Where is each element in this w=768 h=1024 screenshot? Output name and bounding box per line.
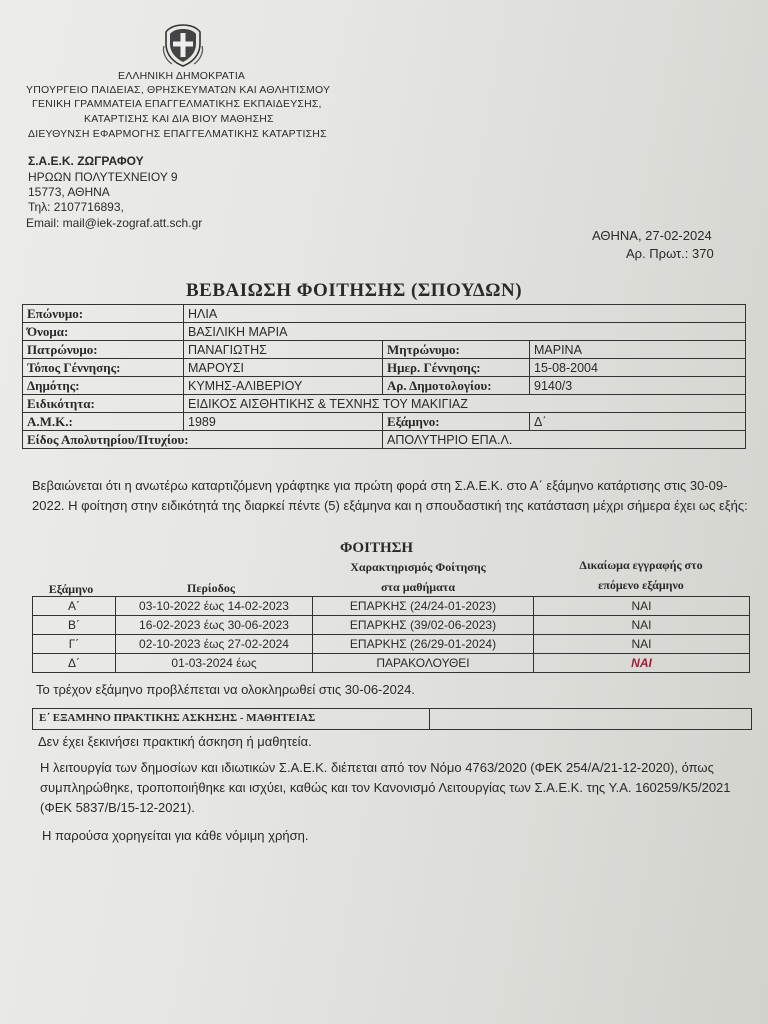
- attendance-table: [32, 596, 750, 673]
- practice-label: Ε΄ ΕΞΑΜΗΝΟ ΠΡΑΚΤΙΚΗΣ ΑΣΚΗΣΗΣ - ΜΑΘΗΤΕΙΑΣ: [39, 712, 316, 724]
- father-label: Πατρώνυμο:: [23, 341, 184, 359]
- col-period: Περίοδος: [187, 581, 235, 595]
- intro-paragraph: Βεβαιώνεται ότι η ανωτέρω καταρτιζόμενη γράφτηκε για πρώτη φορά στη Σ.Α.Ε.Κ. στο Α΄ εξάμηνο κατάρτισης στις 30-09-2022. Η φοίτηση στην ειδικότητά της διαρκεί πέντε (5) εξάμηνα και η σπουδαστική της κατάσταση μέχρι σήμερα έχει ως εξής:: [32, 478, 748, 513]
- school-email: Email: mail@iek-zograf.att.sch.gr: [26, 216, 203, 230]
- header-line-5: ΔΙΕΥΘΥΝΣΗ ΕΦΑΡΜΟΓΗΣ ΕΠΑΓΓΕΛΜΑΤΙΚΗΣ ΚΑΤΑΡΤΙΣΗΣ: [28, 128, 327, 140]
- info-row-amk: [23, 413, 746, 431]
- municipality-value: ΚΥΜΗΣ-ΑΛΙΒΕΡΙΟΥ: [184, 377, 383, 395]
- info-row-diploma: [23, 431, 746, 449]
- practice-note: Δεν έχει ξεκινήσει πρακτική άσκηση ή μαθητεία.: [38, 734, 312, 749]
- info-row-name: [23, 323, 746, 341]
- row-right: ΝΑΙ: [534, 616, 750, 635]
- school-address: ΗΡΩΩΝ ΠΟΛΥΤΕΧΝΕΙΟΥ 9: [28, 170, 178, 184]
- attendance-row: [33, 654, 750, 673]
- mother-label: Μητρώνυμο:: [383, 341, 530, 359]
- amk-label: Α.Μ.Κ.:: [23, 413, 184, 431]
- place-date: ΑΘΗΝΑ, 27-02-2024: [592, 228, 712, 243]
- attendance-heading: ΦΟΙΤΗΣΗ: [340, 540, 414, 556]
- school-name: Σ.Α.Ε.Κ. ΖΩΓΡΑΦΟΥ: [28, 154, 144, 168]
- father-value: ΠΑΝΑΓΙΩΤΗΣ: [184, 341, 383, 359]
- protocol-number: Αρ. Πρωτ.: 370: [626, 246, 714, 261]
- surname-value: ΗΛΙΑ: [184, 305, 746, 323]
- practice-box: [32, 708, 752, 730]
- name-label: Όνομα:: [23, 323, 184, 341]
- row-grade: ΕΠΑΡΚΗΣ (39/02-06-2023): [313, 616, 534, 635]
- row-period: 01-03-2024 έως: [116, 654, 313, 673]
- current-semester-note: Το τρέχον εξάμηνο προβλέπεται να ολοκληρωθεί στις 30-06-2024.: [36, 682, 415, 697]
- row-period: 02-10-2023 έως 27-02-2024: [116, 635, 313, 654]
- birthdate-label: Ημερ. Γέννησης:: [383, 359, 530, 377]
- closing-text: Η παρούσα χορηγείται για κάθε νόμιμη χρήση.: [42, 828, 309, 843]
- registry-value: 9140/3: [530, 377, 746, 395]
- mother-value: ΜΑΡΙΝΑ: [530, 341, 746, 359]
- header-line-1: ΕΛΛΗΝΙΚΗ ΔΗΜΟΚΡΑΤΙΑ: [118, 70, 246, 82]
- row-semester: Γ΄: [33, 635, 116, 654]
- specialty-label: Ειδικότητα:: [23, 395, 184, 413]
- registry-label: Αρ. Δημοτολογίου:: [383, 377, 530, 395]
- birthdate-value: 15-08-2004: [530, 359, 746, 377]
- practice-divider: [429, 709, 430, 729]
- law-paragraph: Η λειτουργία των δημοσίων και ιδιωτικών Σ.Α.Ε.Κ. διέπεται από τον Νόμο 4763/2020 (ΦΕΚ 254/Α/21-12-2020), όπως συμπληρώθηκε, τροποποιήθηκε και ισχύει, καθώς και τον Κανονισμό Λειτουργίας των Σ.Α.Ε.Κ. της Υ.Α. 160259/Κ5/2021 (ΦΕΚ 5837/Β/15-12-2021).: [40, 760, 731, 815]
- school-phone: Τηλ: 2107716893,: [28, 200, 124, 214]
- diploma-label: Είδος Απολυτηρίου/Πτυχίου:: [23, 431, 383, 449]
- diploma-value: ΑΠΟΛΥΤΗΡΙΟ ΕΠΑ.Λ.: [383, 431, 746, 449]
- row-right: ΝΑΙ: [534, 635, 750, 654]
- col-right-line2: επόμενο εξάμηνο: [598, 578, 684, 592]
- school-city: 15773, ΑΘΗΝΑ: [28, 185, 110, 199]
- row-right: ΝΑΙ: [534, 597, 750, 616]
- info-row-parents: [23, 341, 746, 359]
- info-row-birth: [23, 359, 746, 377]
- attendance-row: [33, 597, 750, 616]
- amk-value: 1989: [184, 413, 383, 431]
- row-grade: ΠΑΡΑΚΟΛΟΥΘΕΙ: [313, 654, 534, 673]
- surname-label: Επώνυμο:: [23, 305, 184, 323]
- row-right-handwritten: ΝΑΙ: [534, 654, 750, 673]
- municipality-label: Δημότης:: [23, 377, 184, 395]
- col-grade-line1: Χαρακτηρισμός Φοίτησης: [350, 560, 486, 574]
- row-grade: ΕΠΑΡΚΗΣ (26/29-01-2024): [313, 635, 534, 654]
- col-semester: Εξάμηνο: [48, 582, 94, 596]
- header-line-2: ΥΠΟΥΡΓΕΙΟ ΠΑΙΔΕΙΑΣ, ΘΡΗΣΚΕΥΜΑΤΩΝ ΚΑΙ ΑΘΛΗΤΙΣΜΟΥ: [26, 84, 331, 96]
- birthplace-value: ΜΑΡΟΥΣΙ: [184, 359, 383, 377]
- document-title: ΒΕΒΑΙΩΣΗ ΦΟΙΤΗΣΗΣ (ΣΠΟΥΔΩΝ): [186, 280, 523, 301]
- row-grade: ΕΠΑΡΚΗΣ (24/24-01-2023): [313, 597, 534, 616]
- specialty-value: ΕΙΔΙΚΟΣ ΑΙΣΘΗΤΙΚΗΣ & ΤΕΧΝΗΣ ΤΟΥ ΜΑΚΙΓΙΑΖ: [184, 395, 746, 413]
- semester-value: Δ΄: [530, 413, 746, 431]
- row-period: 16-02-2023 έως 30-06-2023: [116, 616, 313, 635]
- info-row-surname: [23, 305, 746, 323]
- greek-coat-of-arms-icon: [160, 22, 206, 68]
- info-row-municipality: [23, 377, 746, 395]
- student-info-table: [22, 304, 746, 449]
- row-semester: Β΄: [33, 616, 116, 635]
- header-line-4: ΚΑΤΑΡΤΙΣΗΣ ΚΑΙ ΔΙΑ ΒΙΟΥ ΜΑΘΗΣΗΣ: [84, 113, 274, 125]
- name-value: ΒΑΣΙΛΙΚΗ ΜΑΡΙΑ: [184, 323, 746, 341]
- birthplace-label: Τόπος Γέννησης:: [23, 359, 184, 377]
- row-semester: Δ΄: [33, 654, 116, 673]
- row-semester: Α΄: [33, 597, 116, 616]
- info-row-specialty: [23, 395, 746, 413]
- col-grade-line2: στα μαθήματα: [380, 580, 456, 594]
- header-line-3: ΓΕΝΙΚΗ ΓΡΑΜΜΑΤΕΙΑ ΕΠΑΓΓΕΛΜΑΤΙΚΗΣ ΕΚΠΑΙΔΕΥΣΗΣ,: [32, 98, 322, 110]
- semester-label: Εξάμηνο:: [383, 413, 530, 431]
- attendance-row: [33, 635, 750, 654]
- row-period: 03-10-2022 έως 14-02-2023: [116, 597, 313, 616]
- attendance-row: [33, 616, 750, 635]
- col-right-line1: Δικαίωμα εγγραφής στο: [579, 558, 703, 572]
